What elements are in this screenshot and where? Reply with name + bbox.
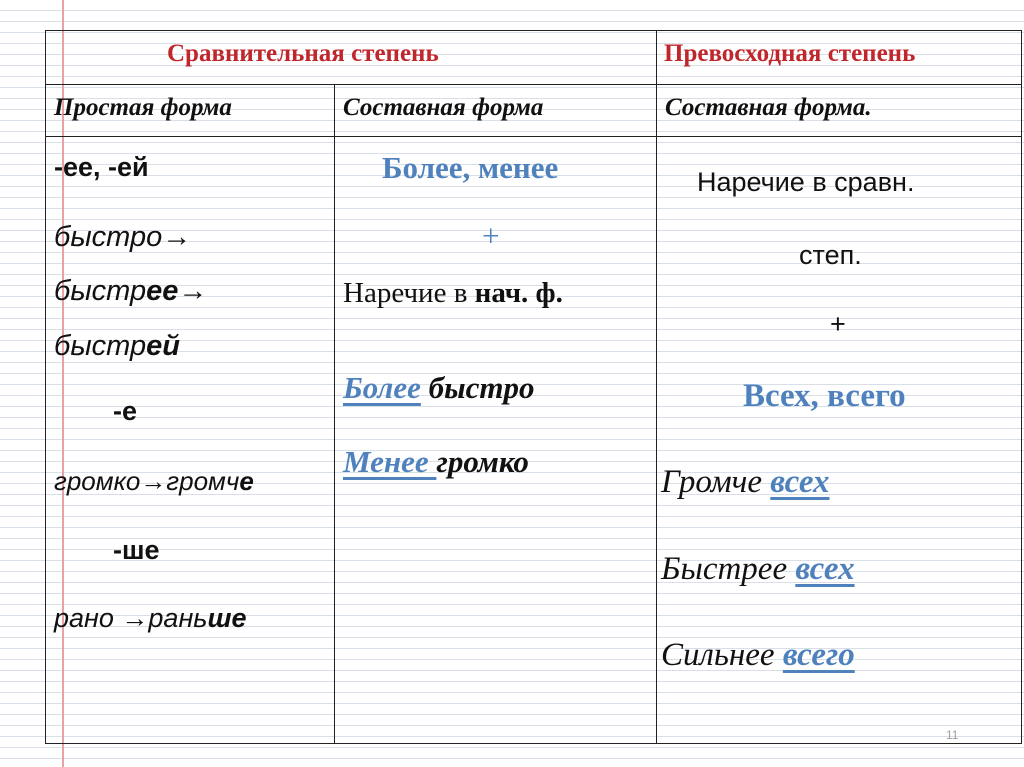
example-menee-gromko: Менее громко (343, 444, 529, 479)
words-vseh-vsego: Всех, всего (743, 378, 906, 414)
page-number: 11 (946, 728, 959, 742)
superlative-degree-heading: Превосходная степень (664, 40, 916, 67)
suffix-e: -е (113, 396, 138, 426)
comparative-degree-heading: Сравнительная степень (167, 40, 439, 67)
superlative-adverb-line1: Наречие в сравн. (697, 167, 915, 197)
table-border-bottom (45, 743, 1022, 744)
simple-form-heading: Простая форма (54, 94, 232, 121)
words-bolee-menee: Более, менее (382, 150, 559, 185)
superlative-plus-sign: + (830, 309, 846, 339)
example-silnee-vsego: Сильнее всего (661, 637, 855, 673)
column-divider-1 (334, 84, 335, 744)
suffix-she: -ше (113, 535, 160, 565)
row-divider-1 (45, 84, 1022, 85)
example-bystree-vseh: Быстрее всех (661, 551, 855, 587)
example-gromche: громко→громче (54, 466, 254, 496)
degrees-table (45, 30, 1022, 744)
suffix-ee-ey: -ее, -ей (54, 152, 149, 182)
table-border-top (45, 30, 1022, 31)
example-bystro: быстро→ (54, 221, 192, 253)
table-border-right (1021, 30, 1022, 744)
superlative-compound-form-heading: Составная форма. (665, 94, 872, 121)
example-bolee-bystro: Более быстро (343, 370, 535, 405)
compound-form-heading: Составная форма (343, 94, 544, 121)
table-border-left (45, 30, 46, 744)
superlative-adverb-line2: степ. (799, 240, 862, 270)
example-bystrey: быстрей (54, 330, 180, 362)
row-divider-2 (45, 136, 1022, 137)
compound-plus-sign: + (482, 218, 500, 253)
example-gromche-vseh: Громче всех (661, 464, 830, 500)
adverb-initial-form: Наречие в нач. ф. (343, 277, 563, 309)
example-ranshe: рано →раньше (54, 603, 247, 633)
column-divider-2 (656, 30, 657, 744)
example-bystree: быстрее→ (54, 275, 208, 307)
